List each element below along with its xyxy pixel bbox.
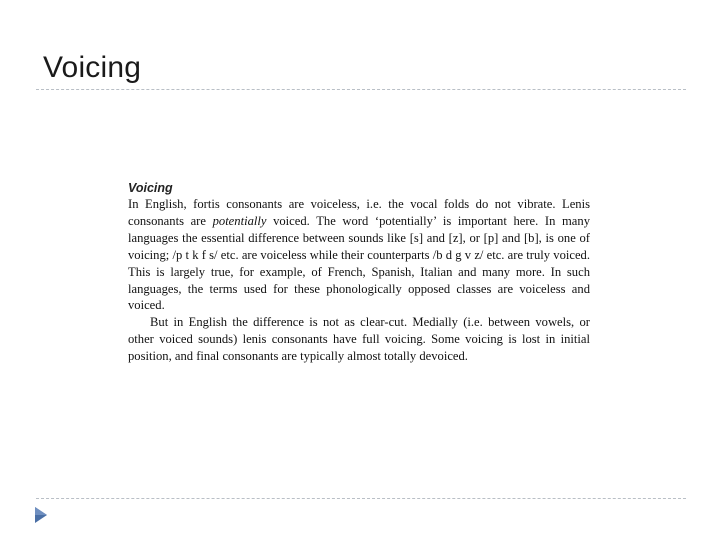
excerpt-heading: Voicing (128, 181, 173, 195)
slide-title: Voicing (43, 51, 142, 84)
paragraph-1-part-1: In English, fortis consonants are voiceless, i.e. the vocal folds do not vibrate. Lenis consonants are (128, 197, 590, 228)
text-excerpt (128, 180, 590, 365)
top-divider (36, 89, 686, 90)
excerpt-body (128, 196, 590, 365)
paragraph-2: But in English the difference is not as clear-cut. Medially (i.e. between vowels, or other voiced sounds) lenis consonants have full voicing. Some voicing is lost in initial position, and final consonants are typically almost totally devoiced. (128, 315, 590, 364)
paragraph-1-emphasis: potentially (212, 213, 267, 228)
paragraph-1-part-2: voiced. The word ‘potentially’ is important here. In many languages the essential difference between sounds like [s] and [z], or [p] and [b], is one of voicing; /p t k f s/ etc. are voiceless while their counterparts /b d g v z/ etc. are truly voiced. This is largely true, for example, of French, Spanish, Italian and many more. In such languages, the terms used for these phonologically opposed classes are voiceless and voiced. (128, 213, 590, 313)
paragraph-1 (128, 196, 590, 314)
triangle-right-icon[interactable] (34, 506, 48, 524)
bottom-divider (36, 498, 686, 499)
